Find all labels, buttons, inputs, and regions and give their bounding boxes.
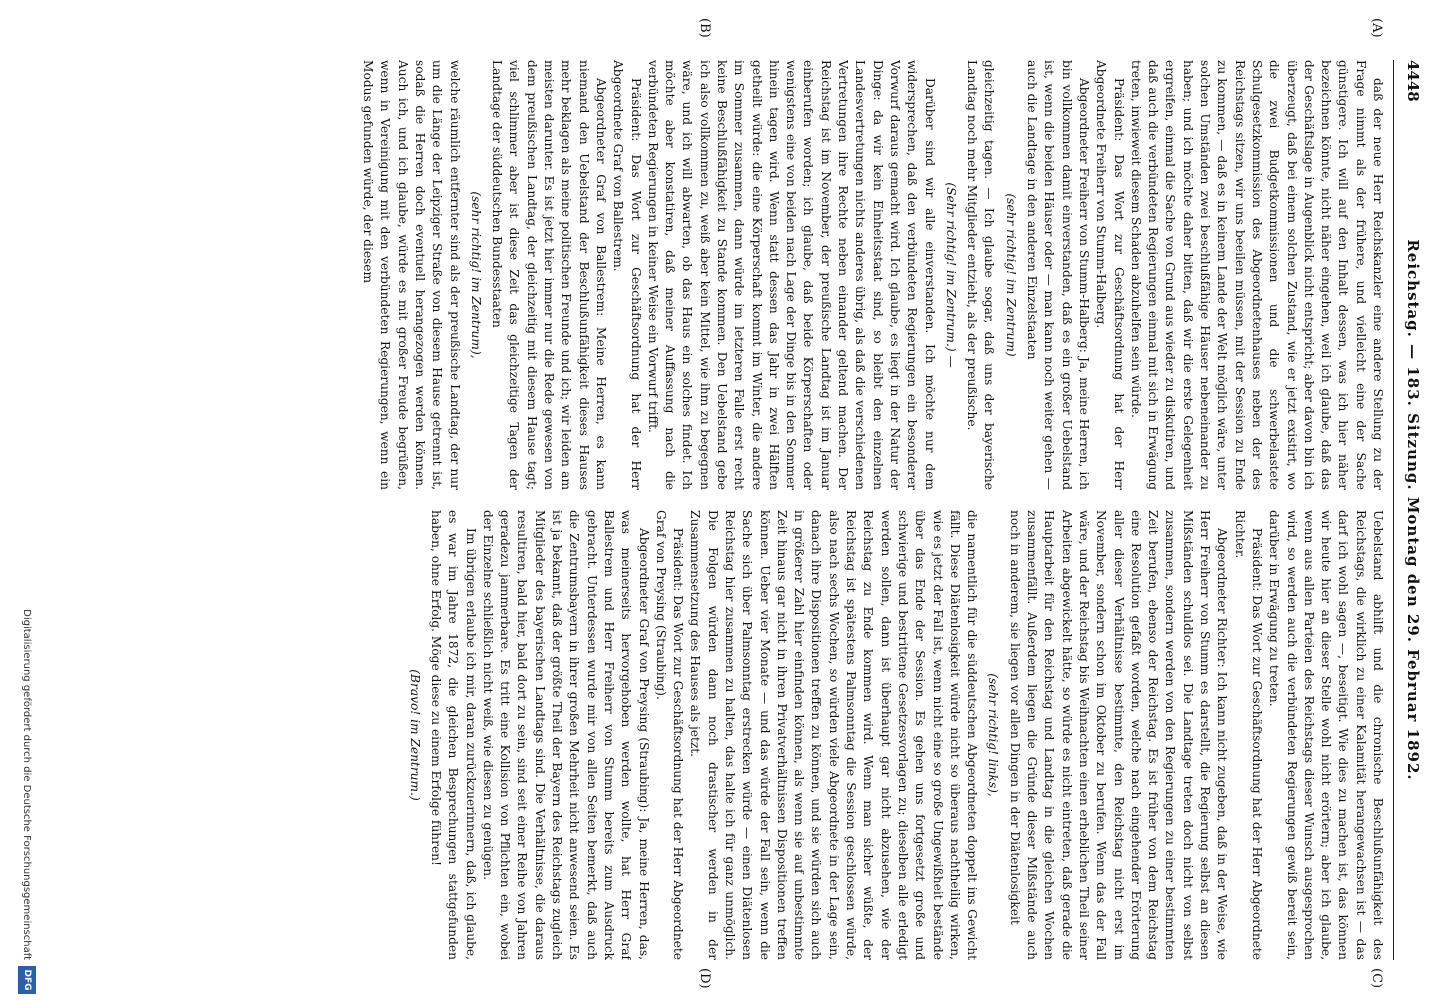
paragraph: daß der neue Herr Reichskanzler eine andere Stellung zu der Frage nimmt als der frühere, und vielleicht eine der Sache günstigere. Ich will auf den Inhalt dessen, was ich hier näher bezeichnen könnte, nicht näher eingehen, weil ich glaube, daß das der Geschäftslage in Augenblick nicht entspricht; aber davon bin ich überzeugt, daß bei einem solchen Zustand, wie er jetzt existirt, wo die zwei Budgetkommissionen und die schwerbelastete Schulgesetzkommission des Abgeordnetenhauses neben der des Reichstags sitzen, wir uns beeilen müssen, mit der Session zu Ende zu kommen, — daß es in keinem Lande der Welt möglich wäre, unter solchen Umständen zwei beschlußfähige Häuser nebeneinander zu haben; und ich möchte daher bitten, daß wir die erste Gelegenheit ergreifen, einmal die Sache von Grund aus wieder zu diskutiren, und daß auch die verbündeten Regierungen einmal mit sich in Erwägung treten, inwieweit diesem Schaden abzuhelfen sein würde. [1128, 60, 1385, 490]
president-remark: Präsident: Das Wort zur Geschäftsordnung hat der Herr Abgeordnete Graf von Ballestrem. [611, 60, 643, 490]
page-number: 4448 [1404, 60, 1422, 102]
interjection: (sehr richtig! im Zentrum), [468, 191, 483, 359]
paragraph: Abgeordneter Graf von Ballestrem: Meine Herren, es kann niemand den Uebelstand der Beschlußunfähigkeit dieses Hauses mehr beklagen als meine politischen Freunde und ich; wir leiden am meisten darunter. Es ist jetzt hier immer nur die Rede gewesen von dem preußischen Landtag, der gleichzeitig mit diesem Hause tagt; viel schlimmer aber ist diese Zeit das gleichzeitige Tagen der Landtage der süddeutschen Bundesstaaten [490, 60, 608, 490]
dfg-credit-line: Digitalisierung gefördert durch die Deutsche Forschungsgemeinschaft [21, 609, 32, 960]
header-rule [1393, 60, 1394, 960]
paragraph: Im übrigen erlaube ich mir, daran zurückzuerinnern, daß, ich glaube, es war im Jahre 1872, die gleichen Besprechungen stattgefunden haben, ohne Erfolg. Möge diese zu einem Erfolge führen! [428, 510, 478, 960]
paragraph: die namentlich für die süddeutschen Abgeordneten doppelt ins Gewicht fällt. Diese Diätenlosigkeit würde nicht so überaus nachtheilig wirken, wie es jetzt der Fall ist, wenn nicht eine so große Ungewißheit bestände über das Ende der Session. Es gehen uns fortgesetzt große und schwierige und bestrittene Gesetzesvorlagen zu; dieselben alle erledigt werden sollen, dann ist überhaupt gar nicht abzusehen, wie der Reichstag zu Ende kommen wird. Wenn man sicher wüßte, der Reichstag ist spätestens Palmsonntag die Session geschlossen würde, also nach sechs Wochen, so würden viele Abgeordnete in der Lage sein, danach ihre Dispositionen treffen zu können, und sie würden sich auch in größerer Zahl hier einfinden können, als wenn sie auf unbestimmte Zeit hinaus gar nicht in ihren Privatverhältnissen Dispositionen treffen können. Ueber vier Monate — und das würde der Fall sein, wenn die Sache sich über Palmsonntag erstrecken würde — einen Diätenlosen Reichstag hier zusammen zu halten, das halte ich für ganz unmöglich. Die Folgen würden dann noch drastischer werden in der Zusammensetzung des Hauses als jetzt. [688, 510, 980, 960]
president-remark: Präsident: Das Wort zur Geschäftsordnung hat der Herr Abgeordnete Freiherr von Stumm-Halberg. [1094, 60, 1126, 490]
margin-marker-b: (B) [697, 18, 712, 38]
paragraph: welche räumlich entfernter sind als der preußische Landtag, der nur um die Länge der Leipziger Straße von diesem Hause getrennt ist, sodaß die Herren doch eventuell herangezogen werden können. Auch ich, und ich glaube, würde es mit großer Freude begrüßen, wenn in Vereinigung mit den verbündeten Regierungen, wenn ein Modus gefunden würde, der diesem [361, 60, 462, 490]
paragraph: Abgeordneter Freiherr von Stumm-Halberg: Ja, meine Herren, ich bin vollkommen damit einverstanden, daß es ein großer Uebelstand ist, wenn die beiden Häuser oder — man kann noch weiter gehen — auch die Landtage in den anderen Einzelstaaten [1025, 60, 1091, 490]
paragraph: Darüber sind wir alle einverstanden. Ich möchte nur dem widersprechen, daß den verbündeten Regierungen ein besonderer Vorwurf daraus gemacht wird. Ich glaube, es liegt in der Natur der Dinge: da wir kein Einheitsstaat sind, so bleibt den einzelnen Landesvertretungen nichts anderes übrig, als daß die verschiedenen Vertretungen ihre Rechte neben einander geltend machen. Der Reichstag ist im November, der preußische Landtag ist im Januar einberufen worden; ich glaube, daß beide Körperschaften oder wenigstens eine von beiden nach Lage der Dinge bis in den Sommer hinein tagen wird. Wenn statt dessen das Jahr in zwei Hälften getheilt würde: die eine Körperschaft kommt im Winter, die andere im Sommer zusammen, dann würde im letzteren Falle erst recht keine Beschlußfähigkeit zu Stande kommen. Den Uebelstand gebe ich also vollkommen zu, weiß aber kein Mittel, wie ihm zu begegnen wäre, und ich will abwarten, ob das Haus ein solches findet. Ich möchte aber konstatiren, daß meiner Auffassung nach die verbündeten Regierungen in keiner Weise ein Vorwurf trifft. [645, 60, 937, 490]
interjection: (sehr richtig! links), [986, 673, 1001, 797]
paragraph: gleichzeitig tagen. — Ich glaube sogar, daß uns der bayerische Landtag noch mehr Mitglieder entzieht, als der preußische. [965, 60, 997, 490]
margin-marker-a: (A) [1369, 18, 1384, 38]
paragraph: Uebelstand abhilft und die chronische Beschlußunfähigkeit des Reichstags, die wirklich zu einer Kalamität herangewachsen ist — das darf ich wohl sagen —, beseitigt. Wie dies zu machen ist, das können wir heute hier an dieser Stelle wohl nicht erörtern; aber ich glaube, wenn aus allen Parteien des Reichstags dieser Wunsch ausgesprochen wird, so werden auch die verbündeten Regierungen gewiß bereit sein, darüber in Erwägung zu treten. [1267, 510, 1385, 960]
dfg-logo: DFG [18, 966, 36, 994]
text-column-left [40, 60, 1386, 490]
margin-marker-c: (C) [1369, 968, 1384, 989]
digitization-stamp [4, 560, 40, 1000]
president-remark: Präsident: Das Wort zur Geschäftsordnung hat der Herr Abgeordnete Graf von Preysing (Straubing). [653, 510, 686, 960]
margin-marker-d: (D) [697, 968, 712, 989]
text-column-right [40, 510, 1386, 960]
interjection: (Bravo! im Zentrum.) [407, 669, 422, 801]
interjection: (sehr richtig! im Zentrum) [1003, 193, 1018, 357]
running-title: Reichstag. — 183. Sitzung. Montag den 29. Februar 1892. [1404, 239, 1422, 781]
president-remark: Präsident: Das Wort zur Geschäftsordnung hat der Herr Abgeordnete Richter. [1232, 510, 1264, 960]
page-header [1398, 60, 1422, 960]
paragraph: Abgeordneter Graf von Preysing (Straubing): Ja, meine Herren, das, was meinerseits hervorgehoben werden wollte, hat Herr Graf Ballestrem und Herr Freiherr von Stumm bereits zum Ausdruck gebracht. Unterdessen wurde mir von allen Seiten bemerkt, daß auch die Zentrumsbayern in ihrer großen Mehrheit nicht anwesend seien. Es ist ja bekannt, daß der größte Theil der Bayern des Reichstags zugleich Mitglieder des bayerischen Landtags sind. Die Verhältnisse, die daraus resultiren, bald hier, bald dort zu sein, sind seit einer Reihe von Jahren geradezu jammerbare. Es tritt eine Kollision von Pflichten ein, wobei der Einzelne schließlich nicht weiß, wie diesen zu genügen. [480, 510, 651, 960]
interjection: (Sehr richtig! im Zentrum.) — [943, 182, 958, 368]
paragraph: Abgeordneter Richter: Ich kann nicht zugeben, daß in der Weise, wie Herr Freiherr von Stumm es darstellt, die Regierung selbst an diesen Mißständen schuldlos sei. Die Landtage treten doch nicht von selbst zusammen, sondern werden von den Regierungen zu einer bestimmten Zeit berufen, ebenso der Reichstag. Es ist früher von dem Reichstag eine Resolution gefaßt worden, welche nach eingehender Erörterung aller dieser Verhältnisse bestimmte, den Reichstag nicht erst im November, sondern schon im Oktober zu berufen. Wenn das der Fall wäre, und der Reichstag bis Weihnachten einen erheblichen Theil seiner Arbeiten abgewickelt hätte, so würde es nicht eintreten, daß gerade die Hauptarbeit für den Reichstag und Landtag in die gleichen Wochen zusammenfällt. Außerdem liegen die Gründe dieser Mißstände auch noch in anderem, sie liegen vor allen Dingen in der Diätenlosigkeit [1007, 510, 1230, 960]
